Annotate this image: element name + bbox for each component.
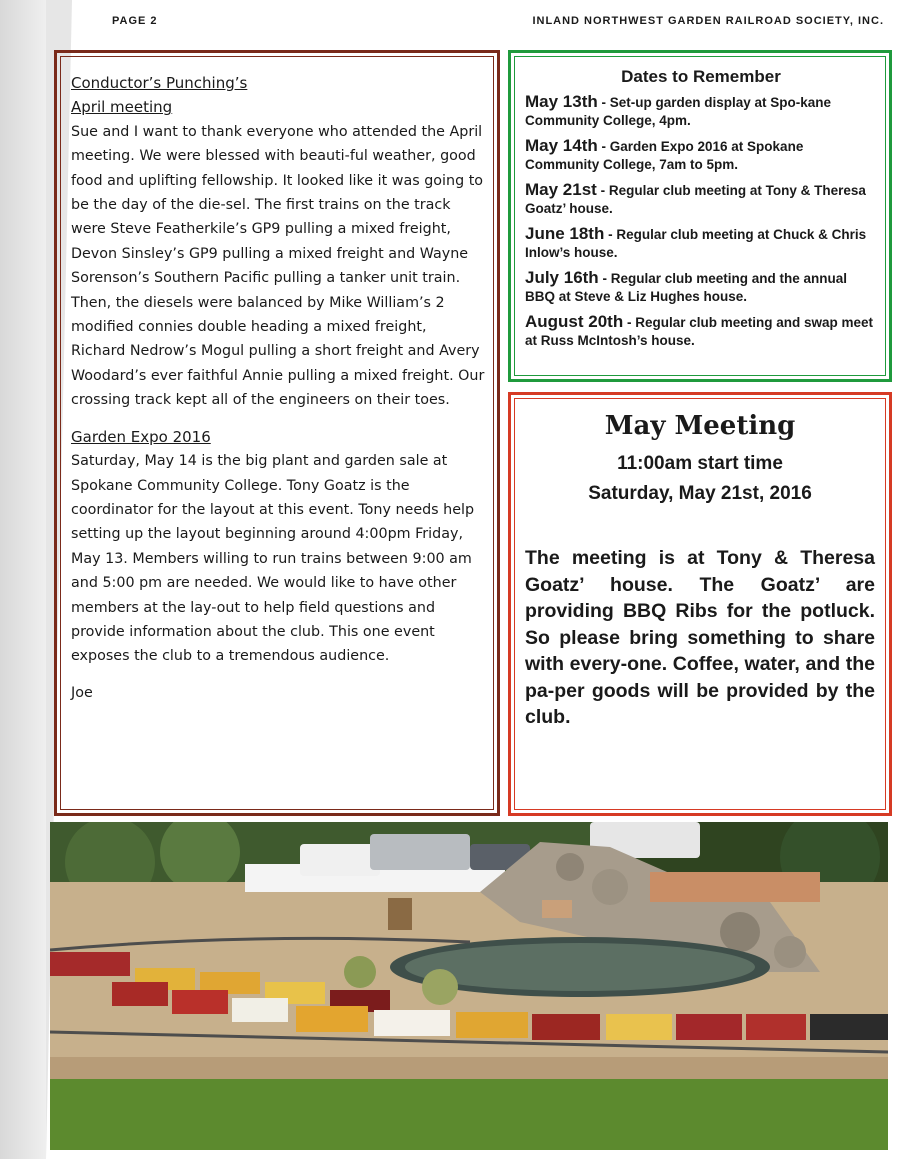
date-entry bbox=[525, 181, 877, 218]
meeting-date: Saturday, May 21st, 2016 bbox=[588, 483, 812, 504]
section-heading-april-meeting: April meeting bbox=[71, 98, 173, 117]
section-text-garden-expo: Saturday, May 14 is the big plant and garden sale at Spokane Community College. Tony Goatz is the coordinator for the layout at this event. Tony needs help setting up the layout beginning around 4:00pm Friday, May 13. Members willing to run trains between 9:00 am and 5:00 pm are needed. We would like to have other members at the lay-out to help field questions and provide information about the club. This one event exposes the club to a tremendous audience. bbox=[71, 453, 475, 665]
date-entry-date: May 21st bbox=[525, 180, 597, 199]
may-meeting-box bbox=[508, 392, 892, 816]
date-entry-text: - Regular club meeting at Chuck & Chris Inlow’s house. bbox=[525, 227, 867, 260]
date-entry-text: - Garden Expo 2016 at Spokane Community College, 7am to 5pm. bbox=[525, 139, 804, 172]
date-entry-date: June 18th bbox=[525, 224, 605, 243]
page-number: PAGE 2 bbox=[112, 15, 158, 27]
meeting-description: The meeting is at Tony & Theresa Goatz’ house. The Goatz’ are providing BBQ Ribs for the potluck. So please bring something to share with every-one. Coffee, water, and the pa-per goods will be provided by the club. bbox=[525, 547, 875, 728]
dates-box-title: Dates to Remember bbox=[621, 67, 781, 86]
date-entry-text: - Regular club meeting and swap meet at Russ McIntosh’s house. bbox=[525, 315, 874, 348]
date-entry-date: July 16th bbox=[525, 268, 599, 287]
date-entry-date: May 14th bbox=[525, 136, 598, 155]
article-title: Conductor’s Punching’s bbox=[71, 74, 248, 92]
date-entry bbox=[525, 137, 877, 174]
garden-railroad-photo bbox=[50, 822, 888, 1150]
page-spine-shade bbox=[0, 0, 46, 1159]
date-entry bbox=[525, 269, 877, 306]
date-entry-date: August 20th bbox=[525, 312, 624, 331]
date-entry-text: - Set-up garden display at Spo-kane Community College, 4pm. bbox=[525, 95, 832, 128]
section-text-april-meeting: Sue and I want to thank everyone who attended the April meeting. We were blessed with beauti-ful weather, good food and uplifting fellowship. It looked like it was going to be the day of the die-sel. The first trains on the track were Steve Featherkile’s GP9 pulling a mixed freight, Devon Sinsley’s GP9 pulling a mixed freight and Wayne Sorenson’s Southern Pacific pulling a tanker unit train. Then, the diesels were balanced by Mike William’s 2 modified connies double heading a mixed freight, Richard Nedrow’s Mogul pulling a short freight and Avery Woodard’s ever faithful Annie pulling a mixed freight. Our crossing track kept all of the engineers on their toes. bbox=[71, 123, 485, 409]
date-entry-text: - Regular club meeting at Tony & Theresa Goatz’ house. bbox=[525, 183, 866, 216]
organization-name: INLAND NORTHWEST GARDEN RAILROAD SOCIETY, INC. bbox=[532, 15, 884, 27]
article-signature: Joe bbox=[71, 684, 93, 701]
date-entry bbox=[525, 313, 877, 350]
section-heading-garden-expo: Garden Expo 2016 bbox=[71, 427, 211, 446]
date-entry-date: May 13th bbox=[525, 92, 598, 111]
dates-to-remember-box bbox=[508, 50, 892, 382]
meeting-title: May Meeting bbox=[604, 411, 796, 441]
date-entry bbox=[525, 225, 877, 262]
date-entry-text: - Regular club meeting and the annual BBQ at Steve & Liz Hughes house. bbox=[525, 271, 847, 304]
meeting-start-time: 11:00am start time bbox=[617, 453, 783, 474]
conductor-article-box bbox=[54, 50, 500, 816]
date-entry bbox=[525, 93, 877, 130]
